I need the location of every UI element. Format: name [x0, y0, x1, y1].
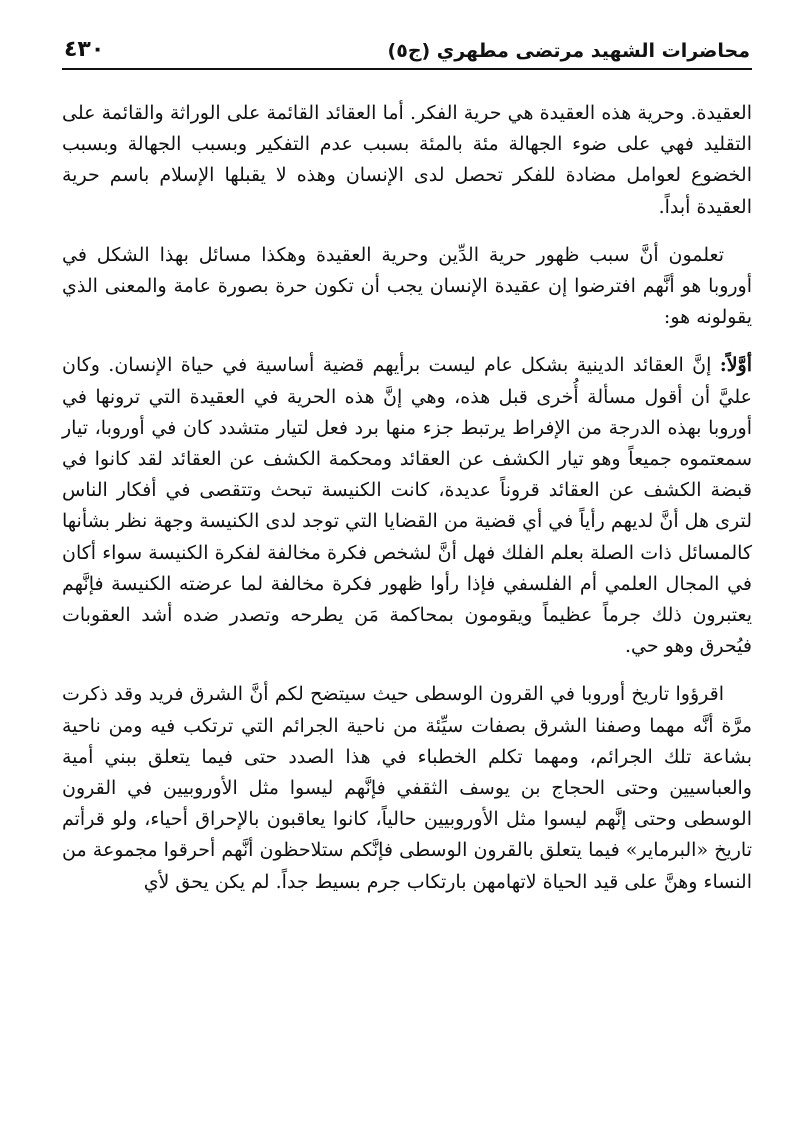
header-rule [62, 68, 752, 70]
paragraph [62, 98, 752, 223]
body-text [62, 98, 752, 898]
running-title: محاضرات الشهيد مرتضى مطهري (ج٥) [387, 40, 750, 62]
paragraph [62, 240, 752, 334]
paragraph [62, 350, 752, 662]
paragraph-text: العقيدة. وحرية هذه العقيدة هي حرية الفكر. أما العقائد القائمة على الوراثة والقائمة على التقليد فهي على ضوء الجهالة مئة بالمئة بسبب عدم التفكير وبسبب الجهالة وبسبب الخضوع لعوامل مضادة للفكر تحصل لدى الإنسان وهذه لا يقبلها الإسلام باسم حرية العقيدة أبداً. [62, 102, 752, 218]
page-header [62, 28, 752, 62]
paragraph-lead: أوَّلاً: [719, 354, 752, 377]
paragraph-text: إنَّ العقائد الدينية بشكل عام ليست برأيهم قضية أساسية في حياة الإنسان. وكان عليَّ أن أقول مسألة أُخرى قبل هذه، وهي إنَّ هذه الحرية في العقيدة التي ترونها في أوروبا بهذه الدرجة من الإفراط يرتبط جزء منها برد فعل لتيار متشدد كان في أوروبا، تيار سمعتموه جميعاً وهو تيار الكشف عن العقائد ومحكمة الكشف عن العقائد لقد كانوا في قبضة الكشف عن العقائد قروناً عديدة، كانت الكنيسة تبحث وتتقصى في أفكار الناس لترى هل أنَّ لديهم رأياً في أي قضية من القضايا التي توجد لدى الكنيسة وجهة نظر بشأنها كالمسائل ذات الصلة بعلم الفلك فهل أنَّ لشخص فكرة مخالفة لفكرة الكنيسة سواء أكان في المجال العلمي أم الفلسفي فإذا رأوا ظهور فكرة مخالفة لما عرضته الكنيسة فإنَّهم يعتبرون ذلك جرماً عظيماً ويقومون بمحاكمة مَن يطرحه وتصدر ضده أشد العقوبات فيُحرق وهو حي. [62, 354, 752, 658]
page-number: ٤٣٠ [64, 37, 105, 62]
paragraph-text: تعلمون أنَّ سبب ظهور حرية الدِّين وحرية العقيدة وهكذا مسائل بهذا الشكل في أوروبا هو أنَّهم افترضوا إن عقيدة الإنسان يجب أن تكون حرة بصورة عامة والمعنى الذي يقولونه هو: [62, 243, 752, 329]
paragraph [62, 679, 752, 897]
book-page [62, 28, 752, 915]
paragraph-text: اقرؤوا تاريخ أوروبا في القرون الوسطى حيث سيتضح لكم أنَّ الشرق فريد وقد ذكرت مرَّة أنَّه مهما وصفنا الشرق بصفات سيِّئة من ناحية الجرائم التي ترتكب فيه ومن ناحية بشاعة تلك الجرائم، ومهما تكلم الخطباء في هذا الصدد حتى فيما يتعلق ببني أمية والعباسيين وحتى الحجاج بن يوسف الثقفي فإنَّهم ليسوا مثل الأوروبيين في القرون الوسطى وحتى إنَّهم ليسوا مثل الأوروبيين حالياً، كانوا يعاقبون بالإحراق أحياء، ولو قرأتم تاريخ «البرماير» فيما يتعلق بالقرون الوسطى فإنَّكم ستلاحظون أنَّهم أحرقوا مجموعة من النساء وهنَّ على قيد الحياة لاتهامهن بارتكاب جرم بسيط جداً. لم يكن يحق لأي [62, 683, 752, 893]
